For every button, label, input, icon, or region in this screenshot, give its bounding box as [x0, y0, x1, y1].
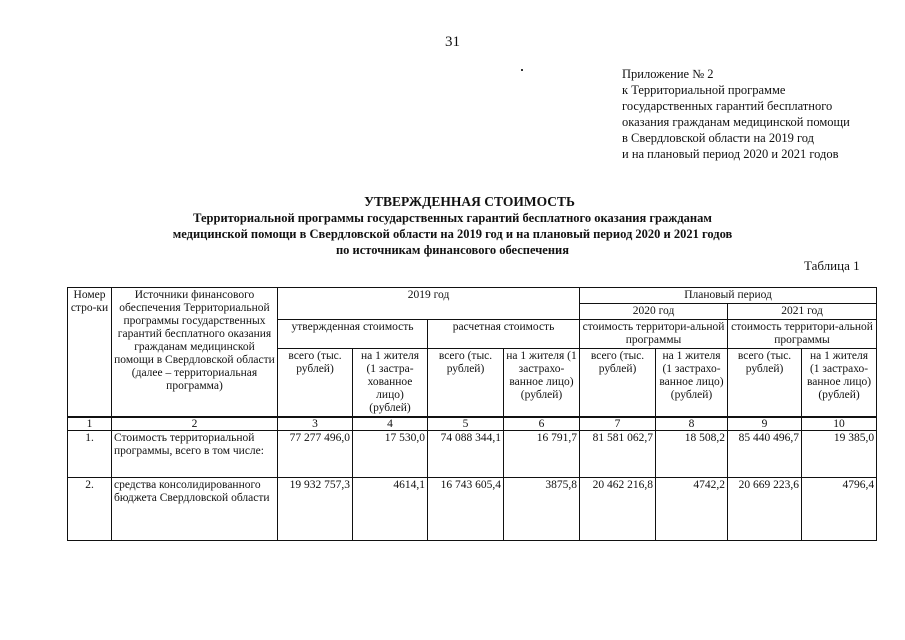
cell-value: 20 462 216,8: [580, 478, 656, 541]
cell-value: 19 932 757,3: [278, 478, 353, 541]
appendix-line: в Свердловской области на 2019 год: [622, 131, 815, 145]
cell-value: 17 530,0: [353, 431, 428, 478]
column-index: 2: [112, 417, 278, 431]
column-index: 10: [802, 417, 877, 431]
cell-value: 77 277 496,0: [278, 431, 353, 478]
header-row-number: Номер стро-ки: [68, 288, 112, 418]
row-source: Стоимость территориальной программы, всего в том числе:: [112, 431, 278, 478]
header-planned-period: Плановый период: [580, 288, 877, 304]
row-number: 2.: [68, 478, 112, 541]
table-label: Таблица 1: [804, 258, 860, 273]
stray-mark: [521, 69, 523, 71]
page-number: 31: [445, 34, 460, 50]
header-total: всего (тыс. рублей): [278, 349, 353, 418]
column-index-row: [68, 417, 877, 431]
cell-value: 74 088 344,1: [428, 431, 504, 478]
header-program-cost-2020: стоимость территори-альной программы: [580, 320, 728, 349]
header-2019: 2019 год: [278, 288, 580, 320]
cell-value: 4742,2: [656, 478, 728, 541]
appendix-line: к Территориальной программе: [622, 83, 786, 97]
cell-value: 16 791,7: [504, 431, 580, 478]
cell-value: 16 743 605,4: [428, 478, 504, 541]
header-total: всего (тыс. рублей): [728, 349, 802, 418]
title-sub-line: Территориальной программы государственных гарантий бесплатного оказания гражданам: [193, 211, 712, 225]
cell-value: 19 385,0: [802, 431, 877, 478]
column-index: 1: [68, 417, 112, 431]
column-index: 7: [580, 417, 656, 431]
cell-value: 4796,4: [802, 478, 877, 541]
table-row: [68, 478, 877, 541]
header-total: всего (тыс. рублей): [428, 349, 504, 418]
header-per-capita: на 1 жителя (1 застрахо-ванное лицо) (рублей): [656, 349, 728, 418]
cell-value: 81 581 062,7: [580, 431, 656, 478]
header-total: всего (тыс. рублей): [580, 349, 656, 418]
header-program-cost-2021: стоимость территори-альной программы: [728, 320, 877, 349]
column-index: 8: [656, 417, 728, 431]
table-row: [68, 431, 877, 478]
header-per-capita: на 1 жителя (1 застрахо-ванное лицо) (рублей): [802, 349, 877, 418]
cell-value: 18 508,2: [656, 431, 728, 478]
header-2021: 2021 год: [728, 304, 877, 320]
cell-value: 3875,8: [504, 478, 580, 541]
column-index: 6: [504, 417, 580, 431]
cell-value: 20 669 223,6: [728, 478, 802, 541]
row-number: 1.: [68, 431, 112, 478]
column-index: 4: [353, 417, 428, 431]
appendix-header: [622, 66, 850, 162]
title-main: УТВЕРЖДЕННАЯ СТОИМОСТЬ: [364, 194, 575, 209]
title-sub-line: по источникам финансового обеспечения: [335, 243, 570, 257]
row-source: средства консолидированного бюджета Свердловской области: [112, 478, 278, 541]
header-source: Источники финансового обеспечения Территориальной программы государственных гарантий бесплатного оказания гражданам медицинской помощи в Свердловской области (далее – территориальная программа): [112, 288, 278, 418]
header-approved-cost: утвержденная стоимость: [278, 320, 428, 349]
header-calculated-cost: расчетная стоимость: [428, 320, 580, 349]
header-2020: 2020 год: [580, 304, 728, 320]
title-sub-line: медицинской помощи в Свердловской области на 2019 год и на плановый период 2020 и 2021 годов: [172, 227, 733, 241]
appendix-line: Приложение № 2: [622, 67, 714, 81]
column-index: 3: [278, 417, 353, 431]
cost-table: [67, 287, 877, 541]
header-per-capita: на 1 жителя (1 застрахо-ванное лицо) (рублей): [504, 349, 580, 418]
appendix-line: государственных гарантий бесплатного: [622, 99, 833, 113]
cell-value: 85 440 496,7: [728, 431, 802, 478]
appendix-line: и на плановый период 2020 и 2021 годов: [622, 147, 839, 161]
document-title: [0, 194, 905, 258]
column-index: 9: [728, 417, 802, 431]
cell-value: 4614,1: [353, 478, 428, 541]
header-per-capita: на 1 жителя (1 застра-хованное лицо) (рублей): [353, 349, 428, 418]
column-index: 5: [428, 417, 504, 431]
appendix-line: оказания гражданам медицинской помощи: [622, 115, 850, 129]
